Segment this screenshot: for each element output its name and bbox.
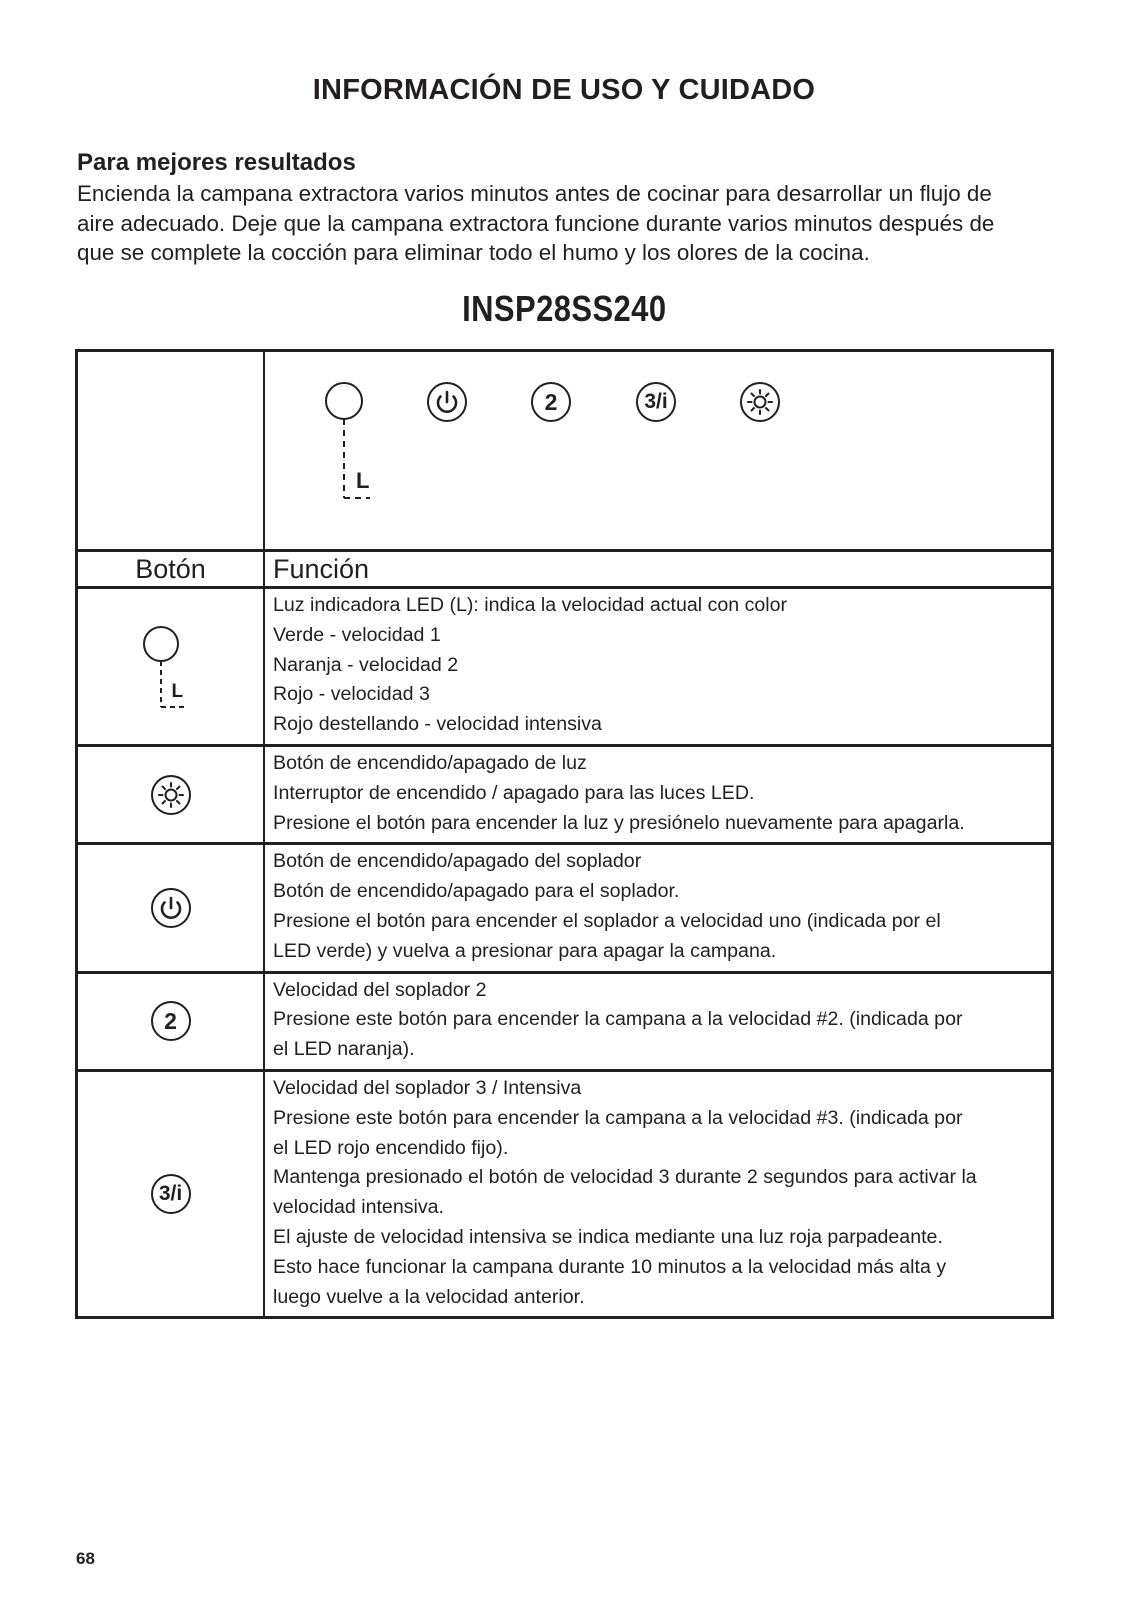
function-cell	[265, 845, 1051, 970]
function-cell	[265, 1072, 1051, 1316]
button-cell	[78, 747, 265, 842]
table-row	[78, 974, 1051, 1072]
light-icon	[151, 775, 191, 815]
speed-2-label: 2	[164, 1008, 177, 1035]
power-icon	[427, 382, 467, 422]
table-row	[78, 747, 1051, 845]
function-line: Esto hace funcionar la campana durante 10 minutos a la velocidad más alta y	[273, 1255, 947, 1278]
function-line: Botón de encendido/apagado de luz	[273, 751, 587, 774]
table-row	[78, 1072, 1051, 1316]
function-cell	[265, 974, 1051, 1069]
function-line: Verde - velocidad 1	[273, 623, 441, 646]
function-line: Rojo destellando - velocidad intensiva	[273, 713, 602, 736]
button-cell	[78, 974, 265, 1069]
function-line: Presione este botón para encender la campana a la velocidad #3. (indicada por	[273, 1106, 963, 1129]
speed-2-label: 2	[544, 389, 558, 415]
function-line: Interruptor de encendido / apagado para las luces LED.	[273, 781, 755, 804]
function-line: Presione el botón para encender el soplador a velocidad uno (indicada por el	[273, 909, 941, 932]
button-cell	[78, 1072, 265, 1316]
section-heading: Para mejores resultados	[77, 149, 356, 176]
function-line: Velocidad del soplador 2	[273, 978, 487, 1001]
function-line: Presione este botón para encender la campana a la velocidad #2. (indicada por	[273, 1008, 963, 1031]
function-line: Rojo - velocidad 3	[273, 683, 430, 706]
intro-paragraph	[77, 179, 1067, 268]
speed-3-intensive-label: 3/i	[644, 390, 668, 413]
button-cell	[78, 845, 265, 970]
page-title: INFORMACIÓN DE USO Y CUIDADO	[312, 74, 816, 106]
function-line: El ajuste de velocidad intensiva se indica mediante una luz roja parpadeante.	[273, 1225, 943, 1248]
function-line: velocidad intensiva.	[273, 1196, 445, 1219]
control-panel-diagram	[78, 352, 1051, 552]
power-icon	[151, 888, 191, 928]
speed-3-intensive-icon	[151, 1174, 191, 1214]
model-number: INSP28SS240	[462, 288, 667, 329]
intro-line: Encienda la campana extractora varios minutos antes de cocinar para desarrollar un flujo de	[77, 181, 992, 206]
table-header-row	[78, 552, 1051, 589]
function-line: Presione el botón para encender la luz y presiónelo nuevamente para apagarla.	[273, 811, 965, 834]
function-line: el LED rojo encendido fijo).	[273, 1136, 509, 1159]
led-label: L	[356, 468, 370, 493]
speed-3-intensive-label: 3/i	[158, 1182, 183, 1206]
column-header-function: Función	[273, 554, 370, 584]
function-line: Velocidad del soplador 3 / Intensiva	[273, 1076, 582, 1099]
function-line: Luz indicadora LED (L): indica la velocidad actual con color	[273, 594, 788, 616]
function-cell	[265, 589, 1051, 744]
panel-divider	[263, 352, 265, 549]
button-cell	[78, 589, 265, 744]
led-label: L	[171, 681, 184, 703]
column-header-button: Botón	[78, 552, 265, 586]
light-icon	[740, 382, 780, 422]
function-line: Mantenga presionado el botón de velocidad 3 durante 2 segundos para activar la	[273, 1166, 977, 1189]
function-cell	[265, 747, 1051, 842]
table-row	[78, 589, 1051, 747]
function-line: Naranja - velocidad 2	[273, 653, 459, 676]
function-line: Botón de encendido/apagado para el soplador.	[273, 880, 680, 903]
function-line: LED verde) y vuelva a presionar para apagar la campana.	[273, 939, 777, 962]
table-row	[78, 845, 1051, 973]
control-table	[75, 349, 1054, 1319]
intro-line: que se complete la cocción para eliminar todo el humo y los olores de la cocina.	[77, 240, 870, 265]
function-line: Botón de encendido/apagado del soplador	[273, 850, 642, 873]
speed-2-icon	[151, 1001, 191, 1041]
function-line: luego vuelve a la velocidad anterior.	[273, 1285, 585, 1308]
function-line: el LED naranja).	[273, 1038, 415, 1061]
intro-line: aire adecuado. Deje que la campana extractora funcione durante varios minutos después de	[77, 210, 995, 236]
page-number: 68	[76, 1549, 95, 1568]
